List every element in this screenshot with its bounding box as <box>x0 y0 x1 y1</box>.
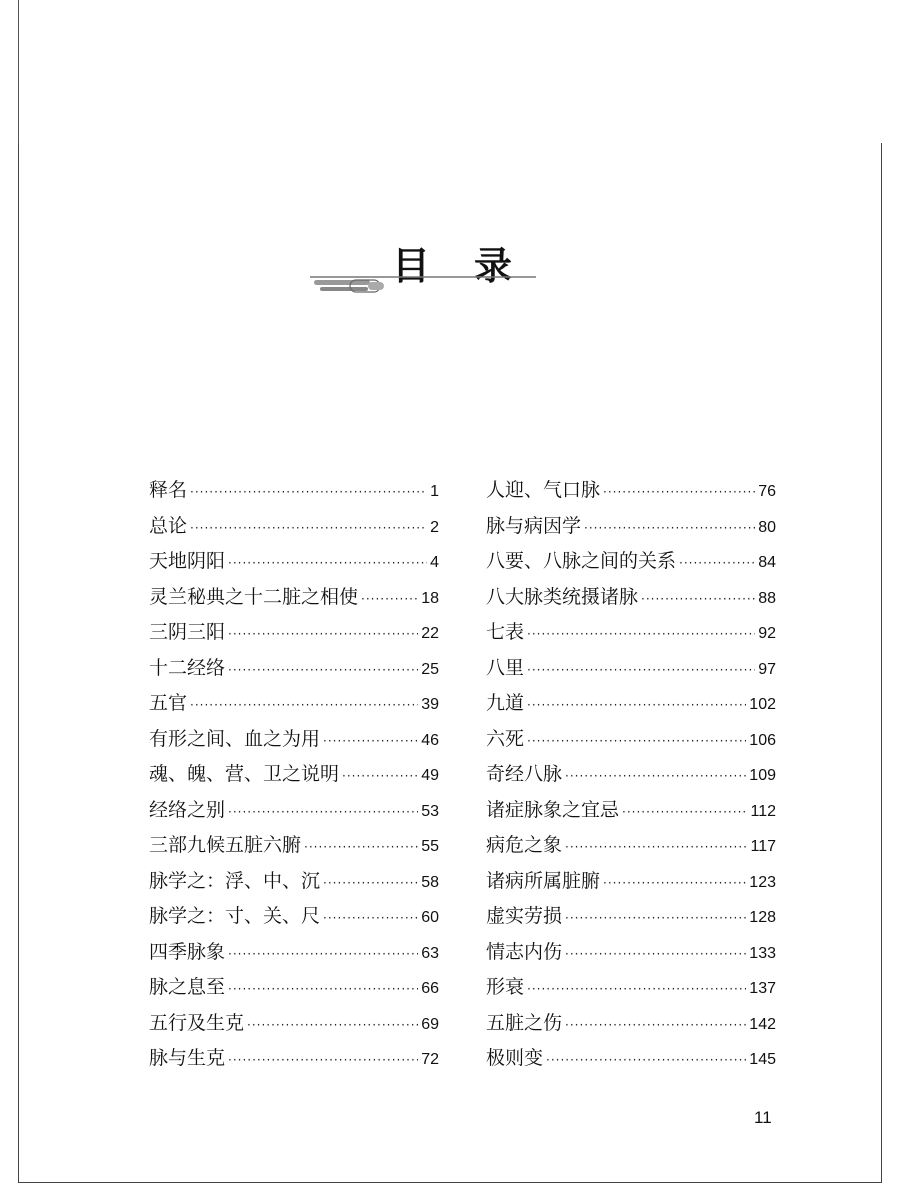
toc-entry <box>486 935 776 971</box>
toc-entry-page: 80 <box>758 518 776 536</box>
dot-leader <box>565 937 746 973</box>
dot-leader <box>228 795 418 831</box>
toc-entry-title: 九道 <box>486 692 525 714</box>
toc-entry-page: 18 <box>421 589 439 607</box>
toc-entry-page: 142 <box>749 1015 776 1033</box>
page-border-bottom <box>18 1182 882 1183</box>
dot-leader <box>527 653 755 689</box>
toc-entry <box>486 686 776 722</box>
toc-entry-page: 88 <box>758 589 776 607</box>
toc-entry <box>486 580 776 616</box>
toc-entry-page: 25 <box>421 660 439 678</box>
toc-entry <box>486 864 776 900</box>
toc-entry <box>486 615 776 651</box>
dot-leader <box>527 972 746 1008</box>
dot-leader <box>565 830 747 866</box>
dot-leader <box>228 972 418 1008</box>
toc-entry <box>486 899 776 935</box>
dot-leader <box>584 511 755 547</box>
dot-leader <box>641 582 755 618</box>
toc-entry <box>486 473 776 509</box>
toc-entry-title: 脉之息至 <box>149 976 226 998</box>
dot-leader <box>323 901 418 937</box>
dot-leader <box>527 617 755 653</box>
toc-entry <box>149 864 439 900</box>
toc-entry-title: 情志内伤 <box>486 940 563 963</box>
toc-entry-page: 60 <box>421 909 439 926</box>
dot-leader <box>565 759 746 795</box>
toc-entry-page: 123 <box>749 873 776 891</box>
toc-entry <box>149 580 439 616</box>
toc-entry <box>149 509 439 545</box>
toc-entry <box>486 1006 776 1042</box>
toc-entry-title: 八大脉类统摄诸脉 <box>486 585 639 608</box>
toc-entry-title: 虚实劳损 <box>486 905 563 927</box>
toc-entry-title: 八要、八脉之间的关系 <box>486 550 677 572</box>
toc-entry <box>149 970 439 1006</box>
dot-leader <box>527 724 746 760</box>
toc-entry-title: 脉与病因学 <box>486 514 582 537</box>
title-ornament <box>310 272 536 296</box>
toc-column-right <box>486 473 776 1077</box>
toc-entry-title: 天地阴阳 <box>149 550 226 572</box>
toc-entry-page: 145 <box>749 1051 776 1068</box>
toc-entry <box>149 722 439 758</box>
toc-entry <box>486 828 776 864</box>
toc-entry-page: 97 <box>758 660 776 678</box>
toc-entry-page: 22 <box>421 625 439 642</box>
toc-entry-page: 84 <box>758 554 776 571</box>
toc-entry-page: 39 <box>421 696 439 713</box>
dot-leader <box>190 688 418 724</box>
toc-entry-page: 2 <box>430 518 439 536</box>
page-border-right <box>881 143 882 1183</box>
dot-leader <box>304 830 418 866</box>
dot-leader <box>228 653 418 689</box>
page-title: 目录 <box>392 243 557 288</box>
toc-entry-title: 有形之间、血之为用 <box>149 727 321 750</box>
toc-entry-page: 112 <box>750 802 776 820</box>
dot-leader <box>603 475 755 511</box>
toc-entry-page: 46 <box>421 731 439 749</box>
toc-entry <box>149 793 439 829</box>
dot-leader <box>228 1043 418 1079</box>
toc-entry <box>486 722 776 758</box>
dot-leader <box>228 937 418 973</box>
dot-leader <box>190 511 427 547</box>
toc-entry-title: 诸病所属脏腑 <box>486 869 601 892</box>
toc-entry-title: 五官 <box>149 692 188 714</box>
dot-leader <box>527 688 746 724</box>
toc-entry-page: 128 <box>749 909 776 926</box>
toc-entry-page: 58 <box>421 873 439 891</box>
toc-entry-page: 63 <box>421 944 439 962</box>
toc-entry-page: 102 <box>749 696 776 713</box>
toc-entry-page: 66 <box>421 980 439 997</box>
dot-leader <box>565 1008 746 1044</box>
page-border-left <box>18 143 19 1183</box>
toc-entry-title: 诸症脉象之宜忌 <box>486 798 620 821</box>
toc-entry-page: 72 <box>421 1051 439 1068</box>
dot-leader <box>190 475 427 511</box>
toc-entry <box>149 651 439 687</box>
toc-entry-title: 十二经络 <box>149 656 226 679</box>
dot-leader <box>622 795 747 831</box>
toc-entry-page: 4 <box>430 554 439 571</box>
page-edge-top-left <box>18 0 19 143</box>
toc-entry <box>149 935 439 971</box>
page-number: 11 <box>754 1108 772 1127</box>
toc-entry-title: 奇经八脉 <box>486 763 563 785</box>
toc-entry <box>149 828 439 864</box>
toc-entry-title: 释名 <box>149 479 188 501</box>
toc-entry-title: 三部九候五脏六腑 <box>149 834 302 856</box>
toc-entry-page: 92 <box>758 625 776 642</box>
toc-entry-page: 49 <box>421 767 439 784</box>
toc-entry-page: 109 <box>749 767 776 784</box>
dot-leader <box>565 901 746 937</box>
toc-entry <box>149 473 439 509</box>
toc-entry-page: 69 <box>421 1015 439 1033</box>
dot-leader <box>342 759 418 795</box>
toc-entry-title: 五行及生克 <box>149 1011 245 1034</box>
toc-entry <box>486 1041 776 1077</box>
toc-entry <box>486 793 776 829</box>
toc-entry-page: 1 <box>430 483 439 500</box>
dot-leader <box>247 1008 418 1044</box>
toc-entry-page: 133 <box>749 944 776 962</box>
toc-entry-title: 灵兰秘典之十二脏之相使 <box>149 585 359 608</box>
toc-entry <box>486 757 776 793</box>
toc-entry-title: 总论 <box>149 514 188 537</box>
toc-entry-title: 七表 <box>486 621 525 643</box>
dot-leader <box>323 866 418 902</box>
toc-entry <box>149 686 439 722</box>
toc-entry-title: 经络之别 <box>149 798 226 821</box>
dot-leader <box>361 582 418 618</box>
toc-entry <box>149 615 439 651</box>
toc-entry-page: 55 <box>421 838 439 855</box>
toc-entry-title: 极则变 <box>486 1047 544 1069</box>
toc-entry-title: 五脏之伤 <box>486 1011 563 1034</box>
dot-leader <box>603 866 746 902</box>
toc-entry <box>486 509 776 545</box>
toc-entry <box>486 544 776 580</box>
toc-entry <box>149 899 439 935</box>
toc-entry-title: 脉学之：寸、关、尺 <box>149 905 321 927</box>
dot-leader <box>679 546 755 582</box>
toc-entry-title: 脉学之：浮、中、沉 <box>149 869 321 892</box>
dot-leader <box>546 1043 746 1079</box>
toc-entry-title: 形衰 <box>486 976 525 998</box>
toc-entry-title: 病危之象 <box>486 834 563 856</box>
toc-entry-title: 六死 <box>486 727 525 750</box>
dot-leader <box>228 546 427 582</box>
dot-leader <box>228 617 418 653</box>
toc-entry-page: 106 <box>749 731 776 749</box>
toc-entry <box>149 1006 439 1042</box>
toc-entry-page: 76 <box>758 483 776 500</box>
toc-entry-page: 117 <box>750 838 776 855</box>
dot-leader <box>323 724 418 760</box>
toc-entry <box>149 757 439 793</box>
toc-entry-page: 137 <box>749 980 776 997</box>
toc-entry <box>149 1041 439 1077</box>
toc-entry-title: 八里 <box>486 656 525 679</box>
toc-column-left <box>149 473 439 1077</box>
toc-entry-title: 四季脉象 <box>149 940 226 963</box>
toc-entry-title: 三阴三阳 <box>149 621 226 643</box>
toc-entry <box>486 970 776 1006</box>
toc-entry <box>149 544 439 580</box>
toc-entry-title: 脉与生克 <box>149 1047 226 1069</box>
toc-entry-title: 人迎、气口脉 <box>486 479 601 501</box>
toc-entry-page: 53 <box>421 802 439 820</box>
toc-entry-title: 魂、魄、营、卫之说明 <box>149 763 340 785</box>
toc-entry <box>486 651 776 687</box>
